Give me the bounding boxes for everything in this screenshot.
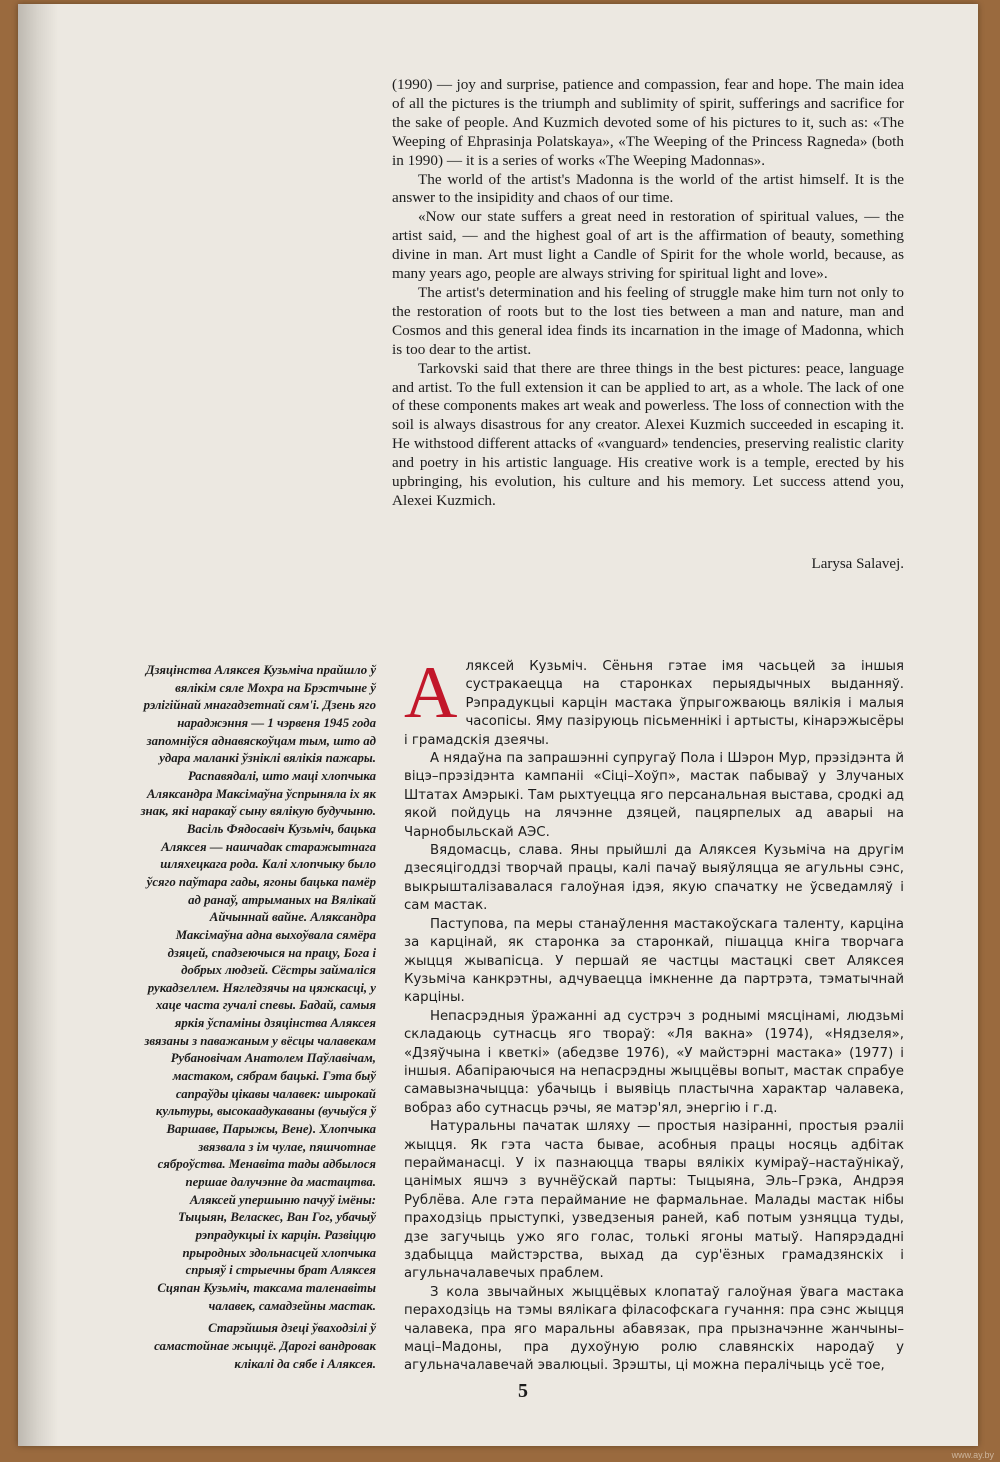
sidebar-paragraph: Дзяцінства Аляксея Кузьміча прайшло ў вялікім сяле Мохра на Брэстчыне ў рэлігійнай мнагадзетнай сям'і. Дзень яго нараджэння — 1 чэрвеня 1945 года запомніўся аднавяскоўцам тым, што ад удара маланкі ўзнiклi вялікія пажары. Распавядалі, што маці хлопчыка Аляксандра Максімаўна ўспрыняла іх як знак, які наракаў сыну вялікую будучыню. Васіль Фядосавіч Кузьміч, бацька Аляксея — нашчадак старажытнага шляхецкага рода. Калі хлопчыку было ўсяго паўтара гады, ягоны бацька памёр ад ранаў, атрыманых на Вялікай Айчыннай вайне. Аляксандра Максімаўна адна выхоўвала сямёра дзяцей, спадзеючыся на працу, Бога і добрых людзей. Сёстры займаліся рукадзеллем. Нягледзячы на цяжкасці, у хаце часта гучалі спевы. Бадай, самыя яркія ўспаміны дзяцінства Аляксея звязаны з паважаным у вёсцы чалавекам Рубановічам Анатолем Паўлавічам, мастаком, сябрам бацькі. Гэта быў сапраўды цікавы чалавек: шырокай культуры, высокаадукаваны (вучыўся ў Варшаве, Парыжы, Вене). Хлопчыка звязвала з ім чулае, пяшчотнае сяброўства. Менавіта тады адбылося першае далучэнне да мастацтва. Аляксей упершыню пачуў імёны: Тыцыян, Веласкес, Ван Гог, убачыў рэпрадукцыі іх карцін. Развіццю прыродных здольнасцей хлопчыка спрыяў і стрыечны брат Аляксея Сцяпан Кузьміч, таксама таленавіты чалавек, самадзейны мастак. [140,663,376,1313]
drop-cap-letter: А [404,652,458,734]
page-fold-shadow [18,4,58,1446]
biography-sidebar [140,662,376,1373]
english-paragraph: «Now our state suffers a great need in restoration of spiritual values, — the artist said, — and the highest goal of art is the affirmation of beauty, something divine in man. Art must light a Candle of Spirit for the whole world, because, as many years ago, people are always striving for spiritual light and love». [392,208,904,283]
article-paragraph [404,652,904,750]
sidebar-paragraph: Старэйшыя дзеці ўваходзілі ў самастойнае жыццё. Дарогі вандровак клікалі да сябе і Аляксея. [154,1321,376,1371]
article-paragraph: Непасрэдныя ўражанні ад сустрэч з роднымі мясцінамі, людзьмі складаюць сутнасць яго твораў: «Ля вакна» (1974), «Нядзеля», «Дзяўчына і кветкі» (абедзве 1976), «У майстэрні мастака» (1977) і іншыя. Абапіраючыся на непасрэдны жыццёвы вопыт, мастак спрабуе самавызначыцца: убачыць і выявіць пластычна характар чалавека, вобраз або сутнасць рэчы, яе матэр'ял, энергію і г.д. [404,1008,904,1116]
article-lead-text: ляксей Кузьміч. Сёньня гэтае імя часьцей за іншыя сустракаецца на старонках перыядычных выданняў. Рэпрадукцыі карцін мастака ўпрыгожваюць вялікія і малыя часопісы. Яму пазіруюць пісьменнікі і артысты, кінарэжысёры і грамадскія дзеячы. [404,659,904,748]
english-article-column [392,76,904,511]
article-paragraph: Вядомасць, слава. Яны прыйшлі да Аляксея Кузьміча на другім дзесяцігоддзі творчай працы, калі пачаў выяўляцца яе агульны сэнс, выкрышталізавалася галоўная ідэя, якую спачатку не ўсведамляў і сам мастак. [404,843,904,914]
belarusian-article-column [404,652,904,1376]
article-paragraph: Паступова, па меры станаўлення мастакоўскага таленту, карціна за карцінай, як старонка за старонкай, пішацца кніга творчага жыцця жывапісца. У першай яе частцы мастацкі свет Аляксея Кузьміча канкрэтны, адчуваецца імкненне да партрэта, тэматычнай карціны. [404,916,904,1006]
author-signature: Larysa Salavej. [811,556,904,572]
english-paragraph: Tarkovski said that there are three things in the best pictures: peace, language and artist. To the full extension it can be applied to art, as a whole. The lack of one of these components makes art weak and powerless. The loss of connection with the soil is always disastrous for any creator. Alexei Kuzmich succeeded in escaping it. He withstood different attacks of «vanguard» tendencies, preserving realistic clarity and poetry in his artistic language. His creative work is a temple, erected by his upbringing, his evolution, his culture and his memory. Let success attend you, Alexei Kuzmich. [392,359,904,509]
english-paragraph: The world of the artist's Madonna is the world of the artist himself. It is the answer to the insipidity and chaos of our time. [392,170,904,207]
article-paragraph: З кола звычайных жыццёвых клопатаў галоўная ўвага мастака пераходзіць на тэмы вялікага філасофскага гучання: пра сэнс жыцця чалавека, пра яго маральны абавязак, пра прызначэнне жанчыны–маці–Мадоны, пра духоўную ролю славянскіх народаў у агульначалавечай эвалюцыі. Зрэшты, ці можна пералічыць усё тое, [404,1284,904,1374]
article-paragraph: Натуральны пачатак шляху — простыя назіранні, простыя рэаліі жыцця. Як гэта часта бывае, асобныя працы носяць адбітак перайманасці. У іх пазнаюцца твары вялікіх куміраў–настаўнікаў, цанімых яшчэ з вучнёўскай парты: Тыцыяна, Эль–Грэка, Андрэя Рублёва. Але гэта пераймание не фармальнае. Малады мастак нібы праходзіць прыступкі, узведзеныя раней, каб потым узняцца туды, дзе загучыць ужо яго голас, толькі ягоны матыў. Напярэдадні здабыцца майстэрства, выхад да сур'ёзных грамадзянскіх і агульначалавечых праблем. [404,1119,904,1282]
article-paragraph: А нядаўна па запрашэнні супругаў Пола і Шэрон Мур, прэзідэнта й віцэ–прэзідэнта кампаніі «Сіці–Хоўп», мастак пабываў у Злучаных Штатах Амэрыкі. Там рыхтуецца яго персанальная выстава, сродкі ад якой пойдуць на лячэнне дзяцей, пацярпелых ад аварыі на Чарнобыльскай АЭС. [404,751,904,840]
english-paragraph: (1990) — joy and surprise, patience and compassion, fear and hope. The main idea of all the pictures is the triumph and sublimity of spirit, sufferings and sacrifice for the sake of people. And Kuzmich devoted some of his pictures to it, such as: «The Weeping of Ehprasinja Polatskaya», «The Weeping of the Princess Ragneda» (both in 1990) — it is a series of works «The Weeping Madonnas». [392,76,904,169]
magazine-page [18,4,978,1446]
watermark: www.ay.by [951,1450,994,1460]
page-number: 5 [518,1380,528,1402]
english-paragraph: The artist's determination and his feeling of struggle make him turn not only to the restoration of roots but to the lost ties between a man and nature, man and Cosmos and this general idea finds its incarnation in the image of Madonna, which is too dear to the artist. [392,283,904,358]
